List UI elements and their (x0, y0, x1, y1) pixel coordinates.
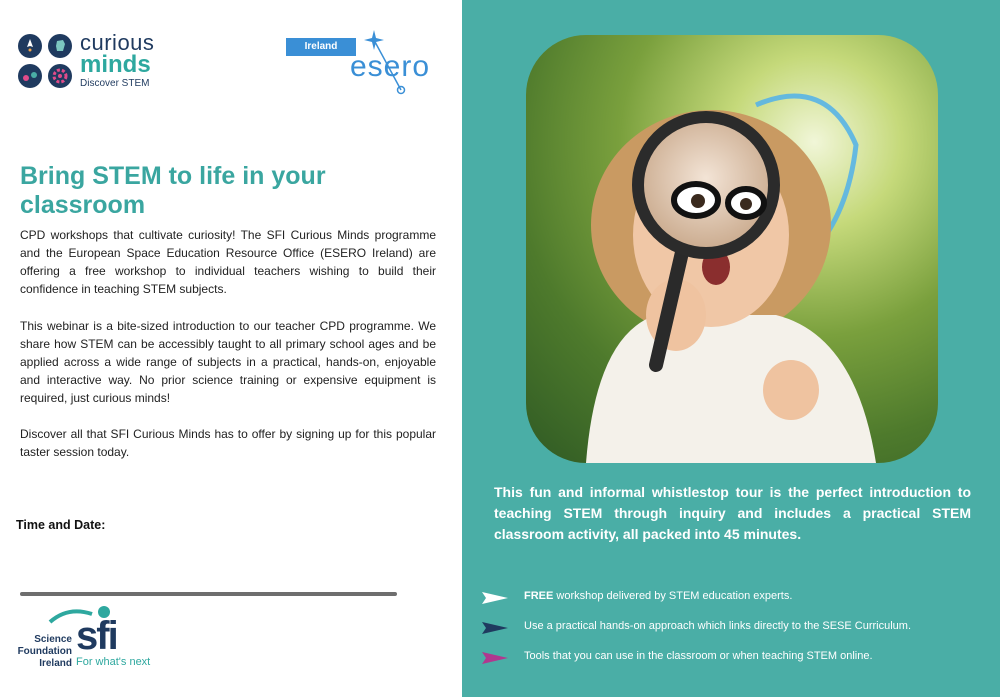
list-item (482, 620, 982, 650)
bullet-text: Tools that you can use in the classroom or when teaching STEM online. (524, 650, 873, 662)
esero-wordmark: esero (350, 50, 431, 83)
sfi-text-line-2: Foundation (17, 646, 72, 657)
curious-minds-icons (18, 34, 74, 90)
divider (20, 592, 397, 596)
promo-text: This fun and informal whistlestop tour is the perfect introduction to teaching STEM through inquiry and includes a practical STEM classroom activity, all packed into 45 minutes. (494, 484, 971, 542)
list-item (482, 590, 982, 620)
sfi-wordmark: sfi (76, 614, 117, 658)
page-title: Bring STEM to life in your classroom (20, 162, 326, 219)
bullet-text: Use a practical hands-on approach which links directly to the SESE Curriculum. (524, 620, 912, 632)
webinar-paragraph: This webinar is a bite-sized introduction to our teacher CPD programme. We share how STEM can be accessibly taught to all primary school ages and be applied across a wide range of subjects in a practical, hands-on, enjoyable and interactive way. No prior science training or expensive equipment is required, just curious minds! (20, 319, 436, 405)
ireland-map-icon (48, 34, 72, 58)
intro-paragraph: CPD workshops that cultivate curiosity! The SFI Curious Minds programme and the European Space Education Resource Office (ESERO Ireland) are offering a free workshop to individual teachers wishing to build their confidence in teaching STEM subjects. (20, 228, 436, 296)
left-panel (0, 0, 462, 697)
curious-minds-logo (18, 30, 188, 92)
girl-magnifying-glass-photo (526, 35, 938, 463)
feature-list (482, 590, 982, 680)
list-item (482, 650, 982, 680)
sfi-logo (14, 600, 174, 680)
bullet-text: FREE workshop delivered by STEM education experts. (524, 590, 793, 602)
sfi-text-line-1: Science (34, 634, 72, 645)
signup-paragraph: Discover all that SFI Curious Minds has to offer by signing up for this popular taster session today. (20, 427, 436, 459)
pennant-icon (482, 622, 508, 634)
esero-logo (286, 28, 456, 98)
molecule-icon (18, 64, 42, 88)
pennant-icon (482, 652, 508, 664)
photo-illustration (526, 35, 938, 463)
sfi-text-line-3: Ireland (39, 658, 72, 669)
rocket-icon (18, 34, 42, 58)
gear-icon (48, 64, 72, 88)
pennant-icon (482, 592, 508, 604)
esero-ireland-tag: Ireland (286, 38, 356, 56)
curious-minds-word-2: minds (80, 51, 151, 78)
curious-minds-tagline: Discover STEM (80, 78, 150, 89)
curious-minds-word-1: curious (80, 30, 155, 55)
time-date-label: Time and Date: (16, 518, 106, 532)
sfi-tagline: For what's next (76, 656, 151, 668)
